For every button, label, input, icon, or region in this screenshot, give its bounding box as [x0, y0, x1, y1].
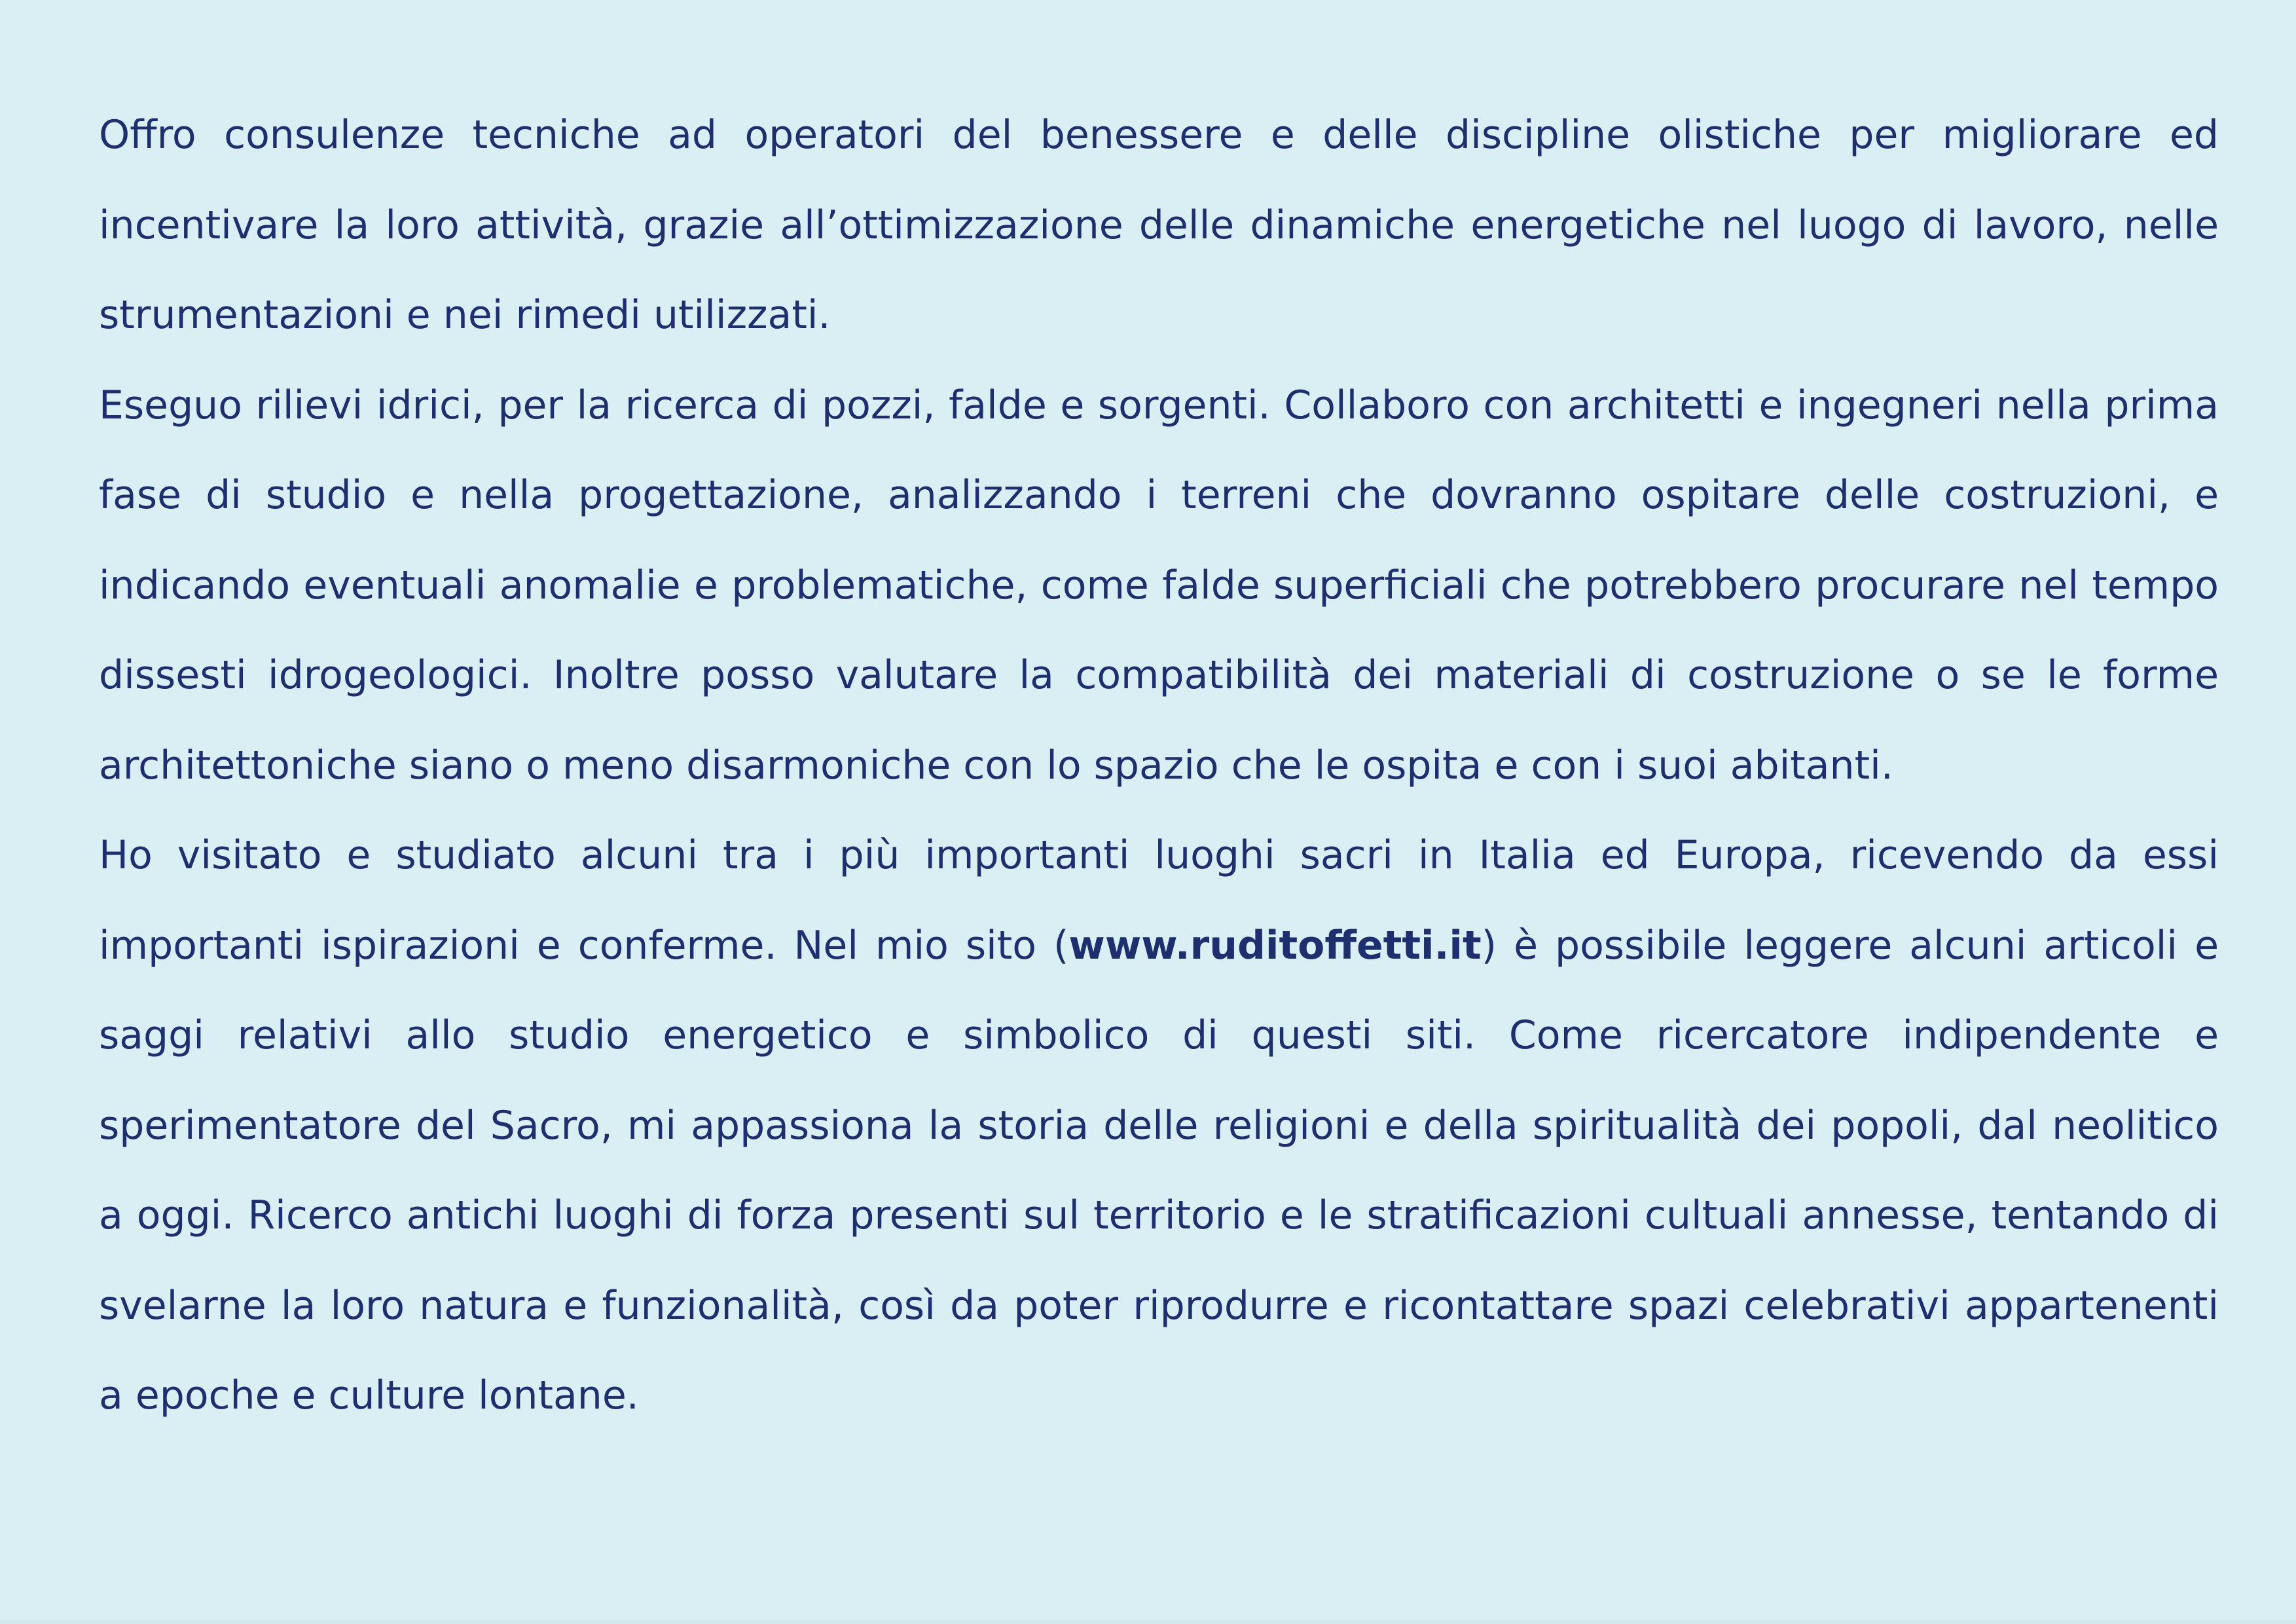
paragraph-luoghi-sacri-intro: Ho visitato e studiato alcuni tra i più importanti luoghi sacri in Italia ed Europa, ricevendo da essi importanti ispirazioni e conferme. Nel mio sito (: [99, 832, 2219, 969]
paragraph-consulenze: Offro consulenze tecniche ad operatori del benessere e delle discipline olistiche per migliorare ed incentivare la loro attività, grazie all’ottimizzazione delle dinamiche energetiche nel luogo di lavoro, nelle strumentazioni e nei rimedi utilizzati.: [99, 112, 2219, 338]
paragraph-luoghi-sacri-rest: ) è possibile leggere alcuni articoli e saggi relativi allo studio energetico e simbolico di questi siti. Come ricercatore indipendente e sperimentatore del Sacro, mi appassiona la storia delle religioni e della spiritualità dei popoli, dal neolitico a oggi. Ricerco antichi luoghi di forza presenti sul territorio e le stratificazioni cultuali annesse, tentando di svelarne la loro natura e funzionalità, così da poter riprodurre e ricontattare spazi celebrativi appartenenti a epoche e culture lontane.: [99, 922, 2219, 1418]
page-bottom-edge: [0, 1620, 2296, 1624]
body-text: [99, 90, 2219, 1441]
website-link[interactable]: www.ruditoffetti.it: [1068, 922, 1482, 969]
paragraph-rilievi-idrici: Eseguo rilievi idrici, per la ricerca di pozzi, falde e sorgenti. Collaboro con architetti e ingegneri nella prima fase di studio e nella progettazione, analizzando i terreni che dovranno ospitare delle costruzioni, e indicando eventuali anomalie e problematiche, come falde superficiali che potrebbero procurare nel tempo dissesti idrogeologici. Inoltre posso valutare la compatibilità dei materiali di costruzione o se le forme architettoniche siano o meno disarmoniche con lo spazio che le ospita e con i suoi abitanti.: [99, 382, 2219, 788]
paragraph-luoghi-sacri: [99, 811, 2219, 1441]
